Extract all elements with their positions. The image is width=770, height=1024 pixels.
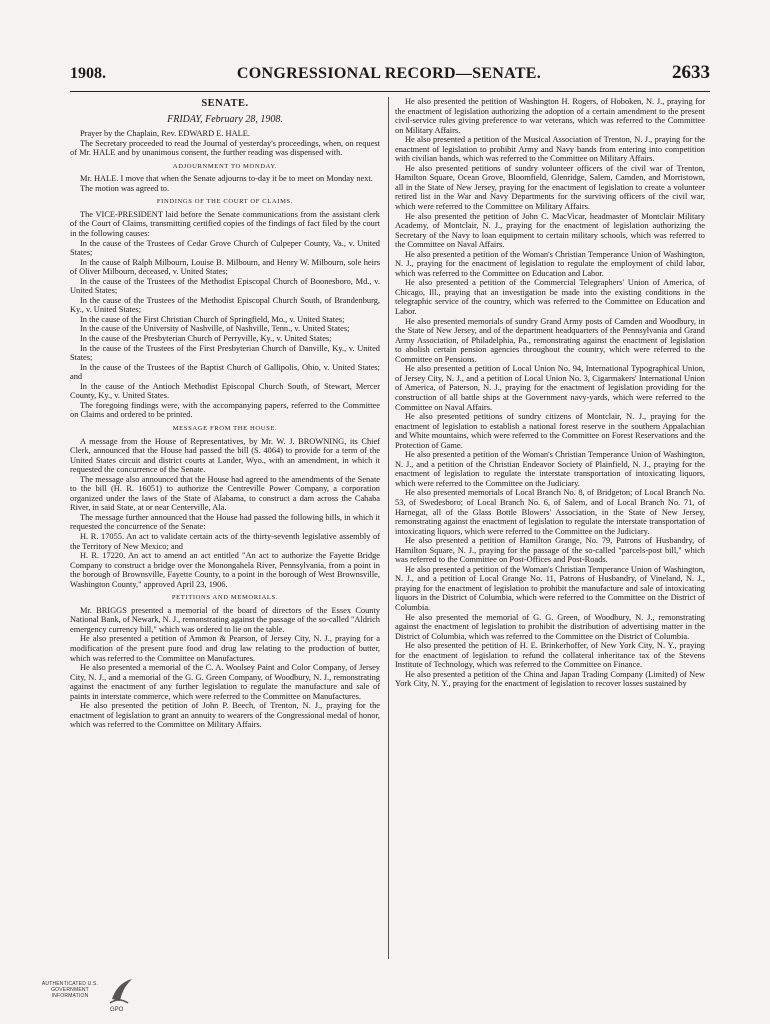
paragraph: H. R. 17220. An act to amend an act entitled "An act to authorize the Fayette Bridge Company to construct a bridge over the Monongahela River, Pennsylvania, from a point in the borough of Brownsville, Fayette County, to a point in the borough of West Brownsville, Washington County," approved April 23, 1906. [70,551,380,589]
paragraph: He also presented the petition of John P. Beech, of Trenton, N. J., praying for the enactment of legislation to grant an annuity to wearers of the Congressional medal of honor, which was referred to the Committee on Military Affairs. [70,701,380,730]
paragraph: He also presented petitions of sundry volunteer officers of the civil war of Trenton, Hamilton Square, Ocean Grove, Bloomfield, Glenridge, Salem, Camden, and Morristown, all in the State of New Jersey, praying for the enactment of legislation to create a volunteer retired list in the War and Navy Departments for the surviving officers of the civil war, which were referred to the Committee on Military Affairs. [395,163,705,212]
gpo-label: GPO [110,1007,124,1013]
section-heading-senate: SENATE. [201,98,249,109]
left-column [70,97,380,959]
subheading: FINDINGS OF THE COURT OF CLAIMS. [156,198,294,206]
paragraph: He also presented petitions of sundry citizens of Montclair, N. J., praying for the enactment of legislation to establish a national forest reserve in the southern Appalachian and White mountains, which were referred to the Committee on Forest Reservations and the Protection of Game. [395,412,705,450]
paragraph: He also presented a petition of the Woman's Christian Temperance Union of Washington, N. J., and a petition of the Christian Endeavor Society of Plainfield, N. J., praying for the enactment of legislation to regulate the interstate transportation of intoxicating liquors, which were referred to the Committee on the Judiciary. [395,450,705,488]
header-rule [70,91,710,92]
subheading: PETITIONS AND MEMORIALS. [171,594,279,602]
paragraph: He also presented a petition of Ammon & Pearson, of Jersey City, N. J., praying for a modification of the present pure food and drug law relating to the production of butter, which was referred to the Committee on Manufactures. [70,634,380,663]
paragraph: Mr. BRIGGS presented a memorial of the board of directors of the Essex County National Bank, of Newark, N. J., remonstrating against the passage of the so-called "Aldrich emergency currency bill," which was ordered to lie on the table. [70,605,380,634]
paragraph: He also presented a memorial of the C. A. Woolsey Paint and Color Company, of Jersey City, N. J., and a memorial of the G. G. Green Company, of Woodbury, N. J., remonstrating against the enactment of any further legislation to regulate the manufacture and sale of paints in interstate commerce, which were referred to the Committee on Manufactures. [70,663,380,701]
eagle-seal-icon [108,977,134,1007]
page-header [70,62,710,88]
session-date: FRIDAY, February 28, 1908. [167,113,283,125]
paragraph: In the cause of the First Christian Church of Springfield, Mo., v. United States; [80,314,345,324]
subheading: ADJOURNMENT TO MONDAY. [172,162,278,170]
paragraph: Prayer by the Chaplain, Rev. EDWARD E. HALE. [80,129,250,139]
paragraph: In the cause of the Trustees of the Methodist Episcopal Church South, of Brandenburg, Ky., v. United States; [70,295,380,315]
paragraph: The Secretary proceeded to read the Journal of yesterday's proceedings, when, on request of Mr. HALE and by unanimous consent, the further reading was dispensed with. [70,138,380,158]
paragraph: In the cause of the University of Nashville, of Nashville, Tenn., v. United States; [80,324,350,334]
header-title: CONGRESSIONAL RECORD—SENATE. [236,65,542,82]
paragraph: A message from the House of Representatives, by Mr. W. J. BROWNING, its Chief Clerk, announced that the House had passed the bill (S. 4064) to provide for a term of the United States circuit and district courts at Lander, Wyo., with an amendment, in which it requested the concurrence of the Senate. [70,436,380,475]
paragraph: He also presented a petition of the Musical Association of Trenton, N. J., praying for the enactment of legislation to prohibit Army and Navy bands from entering into competition with civilian bands, which was referred to the Committee on Military Affairs. [395,135,705,164]
paragraph: Mr. HALE. I move that when the Senate adjourns to-day it be to meet on Monday next. [80,174,373,184]
paragraph: In the cause of the Trustees of Cedar Grove Church of Culpeper County, Va., v. United States; [70,238,380,258]
paragraph: The motion was agreed to. [80,183,170,193]
gpo-authentication-seal [38,973,138,1019]
paragraph: He also presented a petition of Hamilton Grange, No. 79, Patrons of Husbandry, of Hamilton Square, N. J., praying for the passage of the so-called "parcels-post bill," which was referred to the Committee on Post-Offices and Post-Roads. [395,536,705,565]
paragraph: He also presented the memorial of G. G. Green, of Woodbury, N. J., remonstrating against the enactment of legislation to prohibit the distribution of advertising matter in the District of Columbia, which was referred to the Committee on the District of Columbia. [395,612,705,641]
subheading: MESSAGE FROM THE HOUSE. [172,424,278,432]
right-column [395,97,705,959]
paragraph: The VICE-PRESIDENT laid before the Senate communications from the assistant clerk of the Court of Claims, transmitting certified copies of the findings of fact filed by the court in the following causes: [70,209,380,239]
header-year: 1908. [70,65,106,82]
paragraph: He also presented a petition of the Woman's Christian Temperance Union of Washington, N. J., and a petition of Local Grange No. 11, Patrons of Husbandry, of Vineland, N. J., praying for the enactment of legislation to prohibit the manufacture and sale of intoxicating liquors in the District of Columbia, which were referred to the Committee on the District of Columbia. [395,564,705,612]
header-page-number: 2633 [671,62,710,83]
paragraph: He also presented memorials of sundry Grand Army posts of Camden and Woodbury, in the State of New Jersey, and of the department headquarters of the Pennsylvania and Grand Army Association, of Philadelphia, Pa., remonstrating against the enactment of legislation to abolish certain pension agencies throughout the country, which were referred to the Committee on Pensions. [395,316,705,364]
paragraph: The message further announced that the House had passed the following bills, in which it requested the concurrence of the Senate: [70,512,380,532]
paragraph: In the cause of the Antioch Methodist Episcopal Church South, of Stewart, Mercer County, Ky., v. United States. [70,381,380,401]
paragraph: The message also announced that the House had agreed to the amendments of the Senate to the bill (H. R. 16051) to authorize the Centreville Power Company, a corporation organized under the laws of the State of Alabama, to construct a dam across the Cahaba River, in said State, at or near Centerville, Ala. [70,474,380,513]
paragraph: In the cause of the Trustees of the First Presbyterian Church of Danville, Ky., v. United States; [70,343,380,363]
paragraph: He also presented the petition of H. E. Brinkerhoffer, of New York City, N. Y., praying for the enactment of legislation to refund the collateral inheritance tax of the Stevens Institute of Technology, which was referred to the Committee on Finance. [395,641,705,670]
paragraph: He also presented the petition of Washington H. Rogers, of Hoboken, N. J., praying for the enactment of legislation authorizing the adoption of a certain amendment to the present civil-service rules giving preference to war veterans, which was referred to the Committee on Military Affairs. [395,97,705,135]
paragraph: The foregoing findings were, with the accompanying papers, referred to the Committee on Claims and ordered to be printed. [70,400,380,420]
paragraph: He also presented memorials of Local Branch No. 8, of Bridgeton; of Local Branch No. 53, of Swedesboro; of Local Branch No. 6, of Salem, and of Local Branch No. 71, of Harnegat, all of the Glass Bottle Blowers' Association, in the State of New Jersey, remonstrating against the enactment of legislation to regulate the interstate transportation of intoxicating liquors, which were referred to the Committee on the Judiciary. [395,488,705,536]
paragraph: In the cause of the Trustees of the Baptist Church of Gallipolis, Ohio, v. United States; and [70,362,380,382]
paragraph: He also presented a petition of the Woman's Christian Temperance Union of Washington, N. J., praying for the enactment of legislation to regulate the employment of child labor, which was referred to the Committee on Education and Labor. [395,249,705,278]
column-divider [388,97,389,959]
paragraph: He also presented a petition of the China and Japan Trading Company (Limited) of New York City, N. Y., praying for the enactment of legislation to recover losses sustained by [395,669,705,689]
paragraph: H. R. 17055. An act to validate certain acts of the thirty-seventh legislative assembly of the Territory of New Mexico; and [70,531,380,551]
paragraph: In the cause of the Presbyterian Church of Perryville, Ky., v. United States; [80,334,332,344]
paragraph: He also presented the petition of John C. MacVicar, headmaster of Montclair Military Academy, of Montclair, N. J., praying for the enactment of legislation authorizing the Secretary of the Navy to loan equipment to certain military schools, which was referred to the Committee on Naval Affairs. [395,211,705,250]
paragraph: He also presented a petition of Local Union No. 94, International Typographical Union, of Jersey City, N. J., and a petition of Local Union No. 3, Cigarmakers' International Union of America, of Paterson, N. J., praying for the enactment of legislation providing for the construction of all battle ships at the Government navy-yards, which were referred to the Committee on Naval Affairs. [395,364,705,412]
paragraph: In the cause of the Trustees of the Methodist Episcopal Church of Boonesboro, Md., v. United States; [70,276,380,296]
authentication-text: AUTHENTICATED U.S. GOVERNMENT INFORMATION [41,981,99,999]
paragraph: In the cause of Ralph Milbourn, Louise B. Milbourn, and Henry W. Milbourn, sole heirs of Oliver Milbourn, deceased, v. United States; [70,257,380,277]
paragraph: He also presented a petition of the Commercial Telegraphers' Union of America, of Chicago, Ill., praying that an investigation be made into the existing conditions in the telegraphic service of the country, which was referred to the Committee on Education and Labor. [395,278,705,317]
